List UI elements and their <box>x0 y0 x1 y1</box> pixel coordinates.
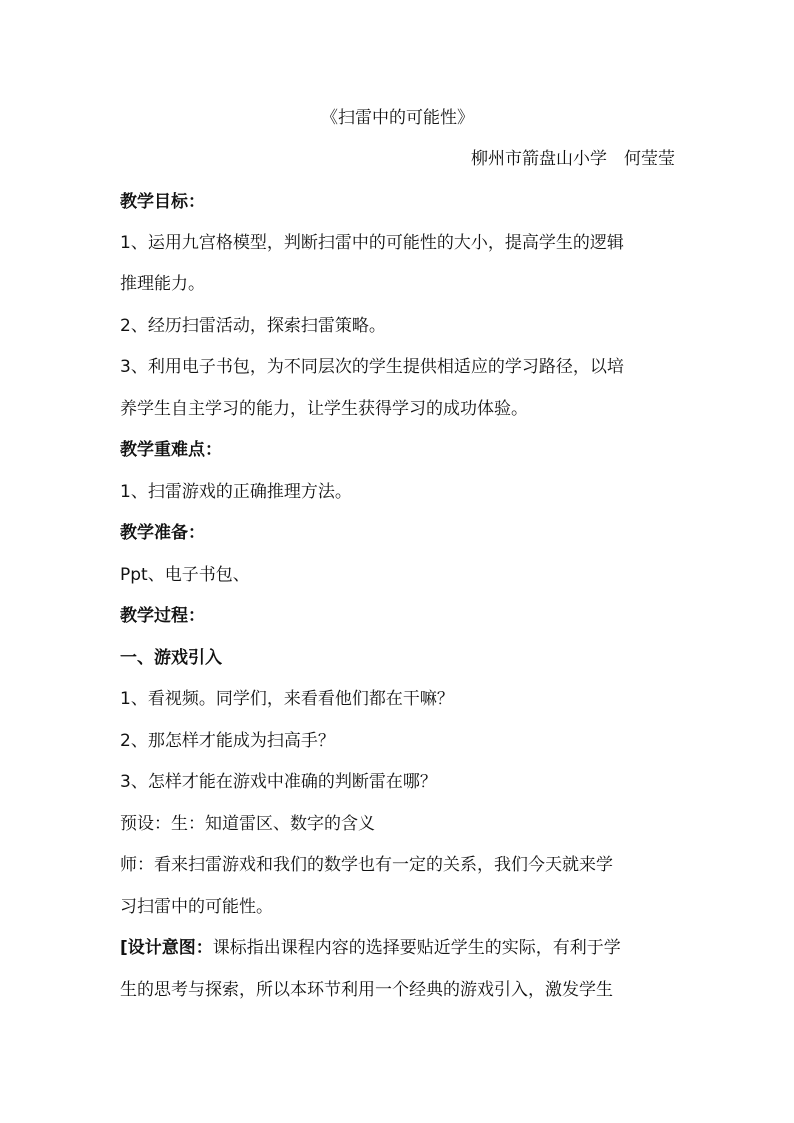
goal-3-line-1: 3、利用电子书包，为不同层次的学生提供相适应的学习路径，以培 <box>120 357 624 377</box>
teacher-line-1: 师：看来扫雷游戏和我们的数学也有一定的关系，我们今天就来学 <box>120 855 613 875</box>
design-intent-label: [设计意图： <box>120 938 213 958</box>
step-2: 2、那怎样才能成为扫高手？ <box>120 731 335 751</box>
teacher-line-2: 习扫雷中的可能性。 <box>120 897 273 917</box>
key-points-heading: 教学重难点： <box>120 440 222 460</box>
goal-3-line-2: 养学生自主学习的能力，让学生获得学习的成功体验。 <box>120 399 528 419</box>
preparation-text: Ppt、电子书包、 <box>120 565 250 585</box>
document-author: 柳州市箭盘山小学 何莹莹 <box>471 149 675 169</box>
goals-heading: 教学目标： <box>120 192 205 212</box>
key-point-1: 1、扫雷游戏的正确推理方法。 <box>120 482 352 502</box>
part-1-heading: 一、游戏引入 <box>120 648 222 668</box>
preparation-heading: 教学准备： <box>120 523 205 543</box>
goal-1-line-2: 推理能力。 <box>120 274 205 294</box>
step-1: 1、看视频。同学们，来看看他们都在干嘛？ <box>120 689 454 709</box>
preset-text: 预设：生：知道雷区、数字的含义 <box>120 814 375 834</box>
process-heading: 教学过程： <box>120 606 205 626</box>
goal-2: 2、经历扫雷活动，探索扫雷策略。 <box>120 316 386 336</box>
step-3: 3、怎样才能在游戏中准确的判断雷在哪？ <box>120 772 437 792</box>
design-intent-line-2: 生的思考与探索，所以本环节利用一个经典的游戏引入，激发学生 <box>120 980 613 1000</box>
goal-1-line-1: 1、运用九宫格模型，判断扫雷中的可能性的大小，提高学生的逻辑 <box>120 233 624 253</box>
document-title: 《扫雷中的可能性》 <box>321 108 474 128</box>
design-intent-line-1 <box>120 936 675 960</box>
design-intent-text-1: 课标指出课程内容的选择要贴近学生的实际，有利于学 <box>212 938 621 958</box>
